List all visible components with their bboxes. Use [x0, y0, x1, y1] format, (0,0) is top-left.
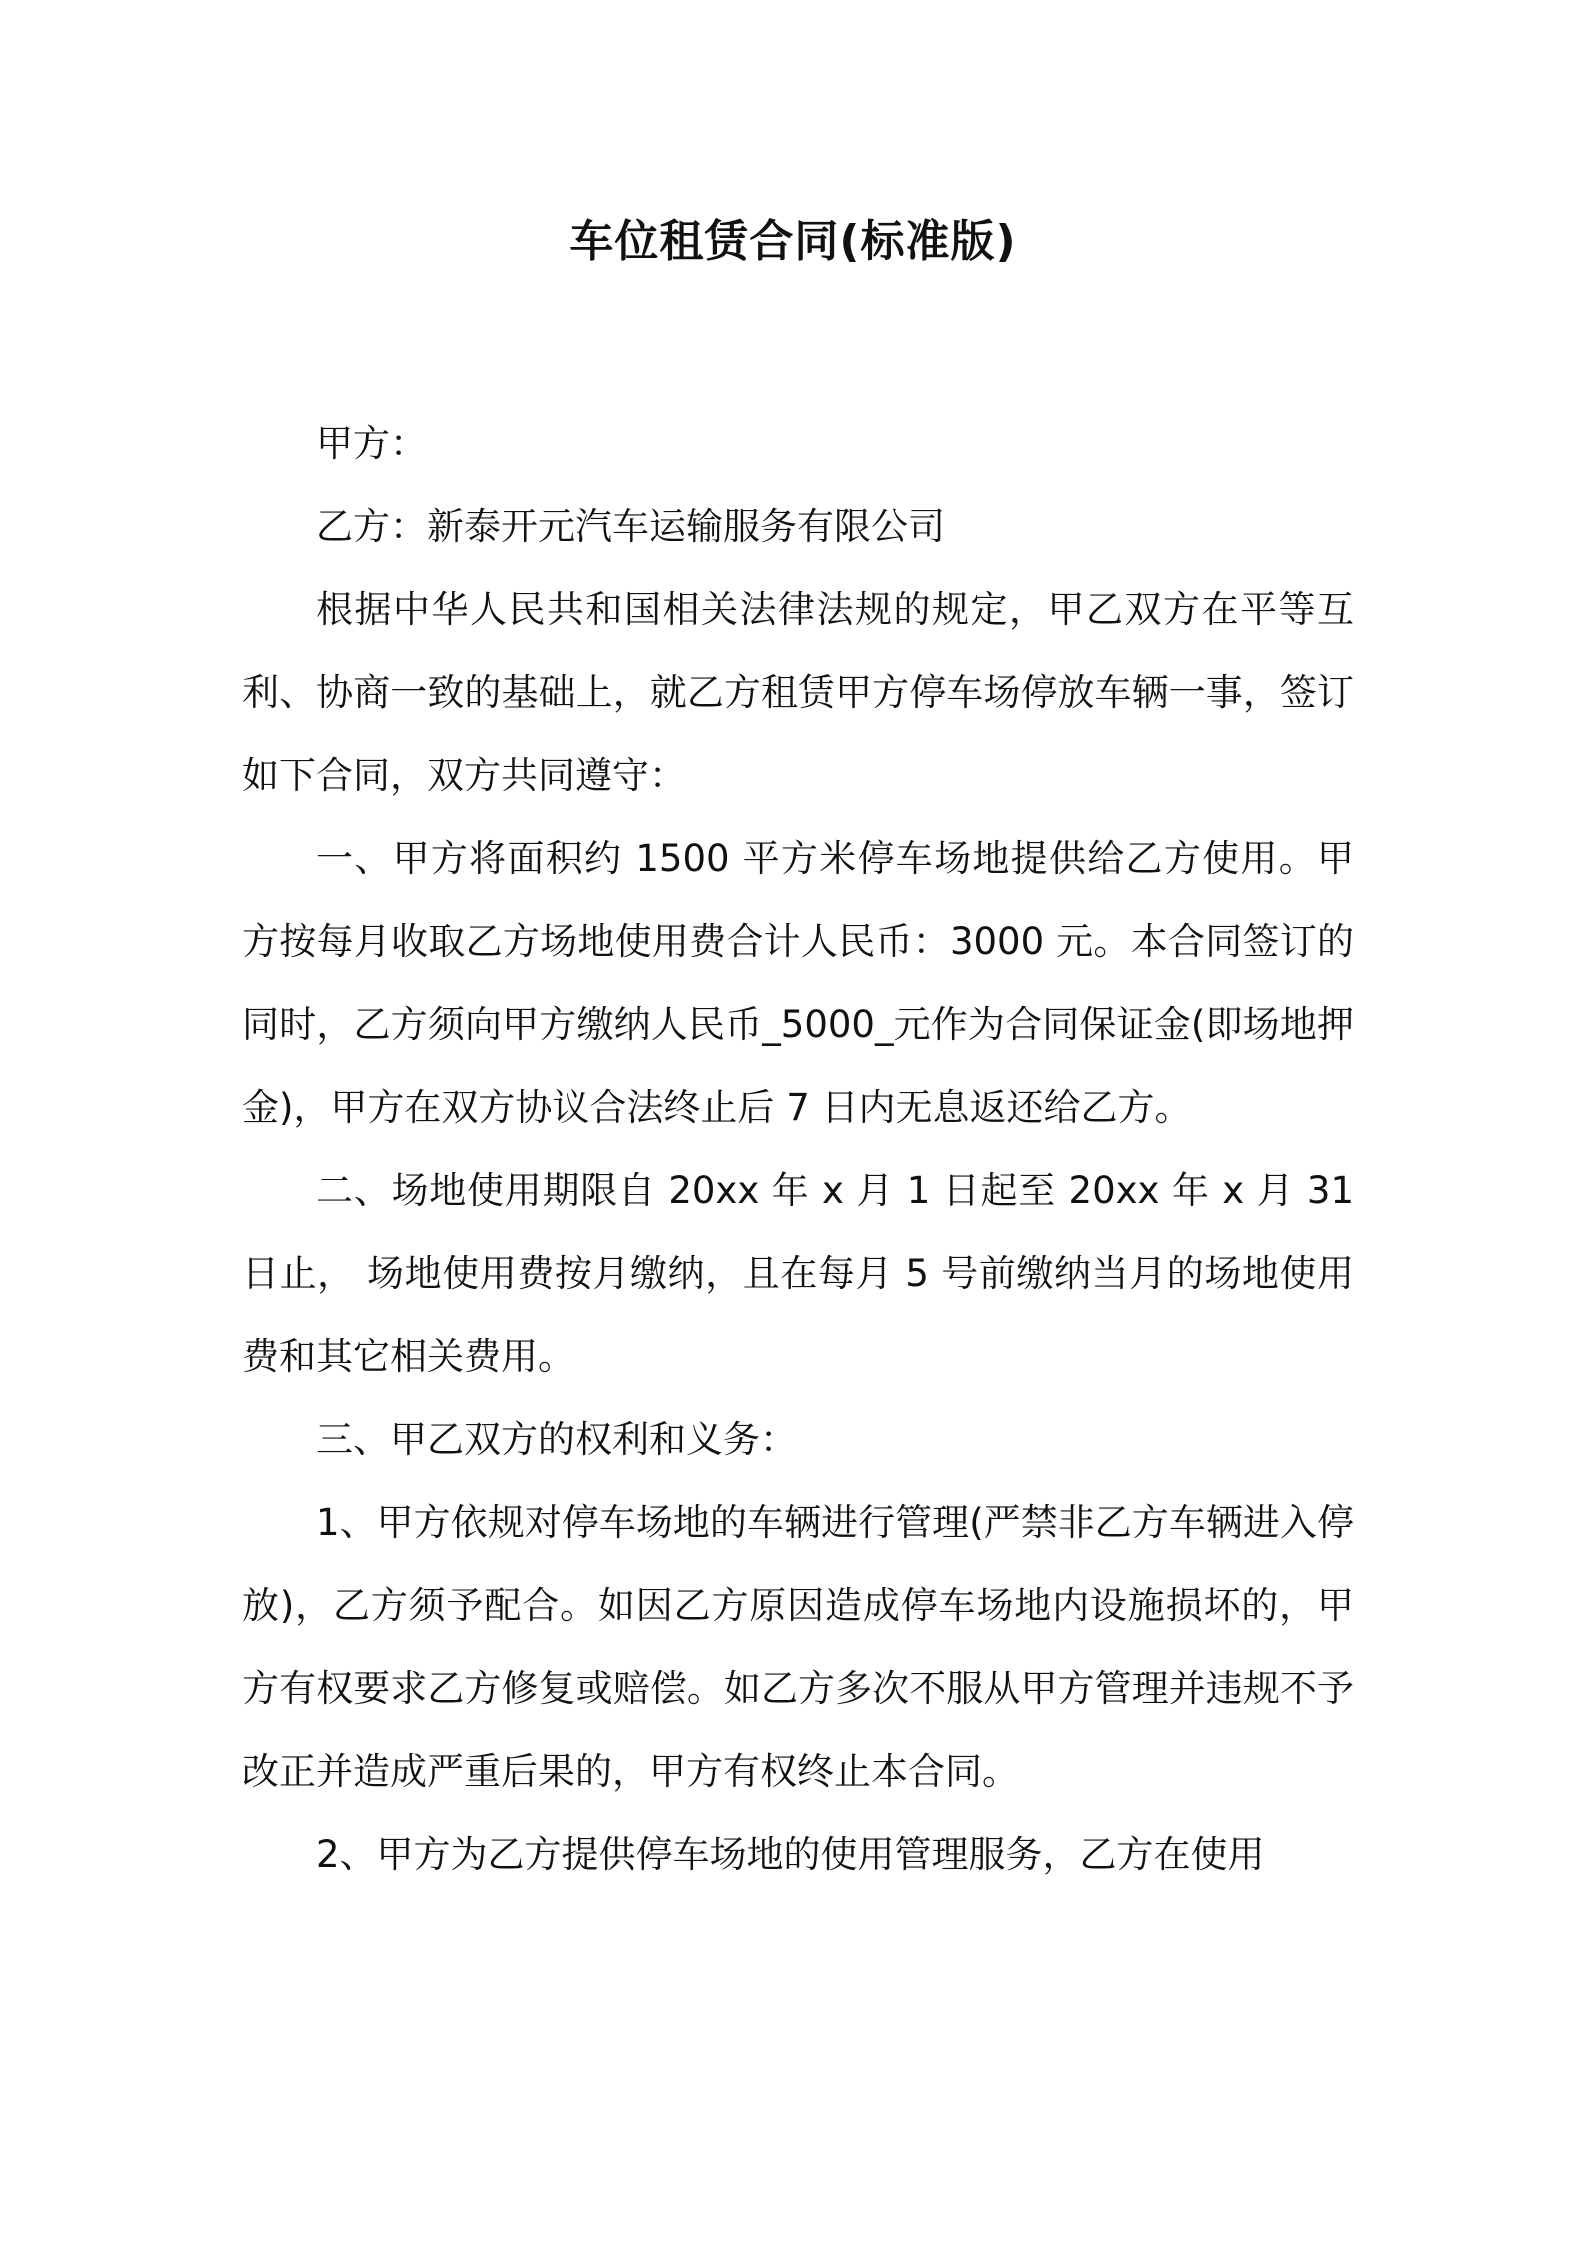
party-b-line: 乙方：新泰开元汽车运输服务有限公司	[316, 505, 945, 548]
document-title: 车位租赁合同(标准版)	[569, 216, 1017, 267]
paragraph-clause-3-heading: 三、甲乙双方的权利和义务：	[316, 1418, 797, 1461]
paragraph-clause-1: 一、甲方将面积约 1500 平方米停车场地提供给乙方使用。甲方按每月收取乙方场地使用费合计人民币：3000 元。本合同签订的同时，乙方须向甲方缴纳人民币_5000_元作为合同保证金(即场地押金)，甲方在双方协议合法终止后 7 日内无息返还给乙方。	[242, 837, 1354, 1129]
paragraph-preamble: 根据中华人民共和国相关法律法规的规定，甲乙双方在平等互利、协商一致的基础上，就乙方租赁甲方停车场停放车辆一事，签订如下合同，双方共同遵守：	[242, 588, 1354, 797]
paragraph-clause-3-item-2: 2、甲方为乙方提供停车场地的使用管理服务，乙方在使用	[316, 1833, 1265, 1876]
document-body	[242, 402, 1354, 1896]
party-a-line: 甲方：	[316, 422, 427, 465]
paragraph-clause-3-item-1: 1、甲方依规对停车场地的车辆进行管理(严禁非乙方车辆进入停放)，乙方须予配合。如因乙方原因造成停车场地内设施损坏的，甲方有权要求乙方修复或赔偿。如乙方多次不服从甲方管理并违规不予改正并造成严重后果的，甲方有权终止本合同。	[242, 1501, 1354, 1793]
paragraph-clause-2: 二、场地使用期限自 20xx 年 x 月 1 日起至 20xx 年 x 月 31 日止， 场地使用费按月缴纳，且在每月 5 号前缴纳当月的场地使用费和其它相关费用。	[242, 1169, 1354, 1378]
